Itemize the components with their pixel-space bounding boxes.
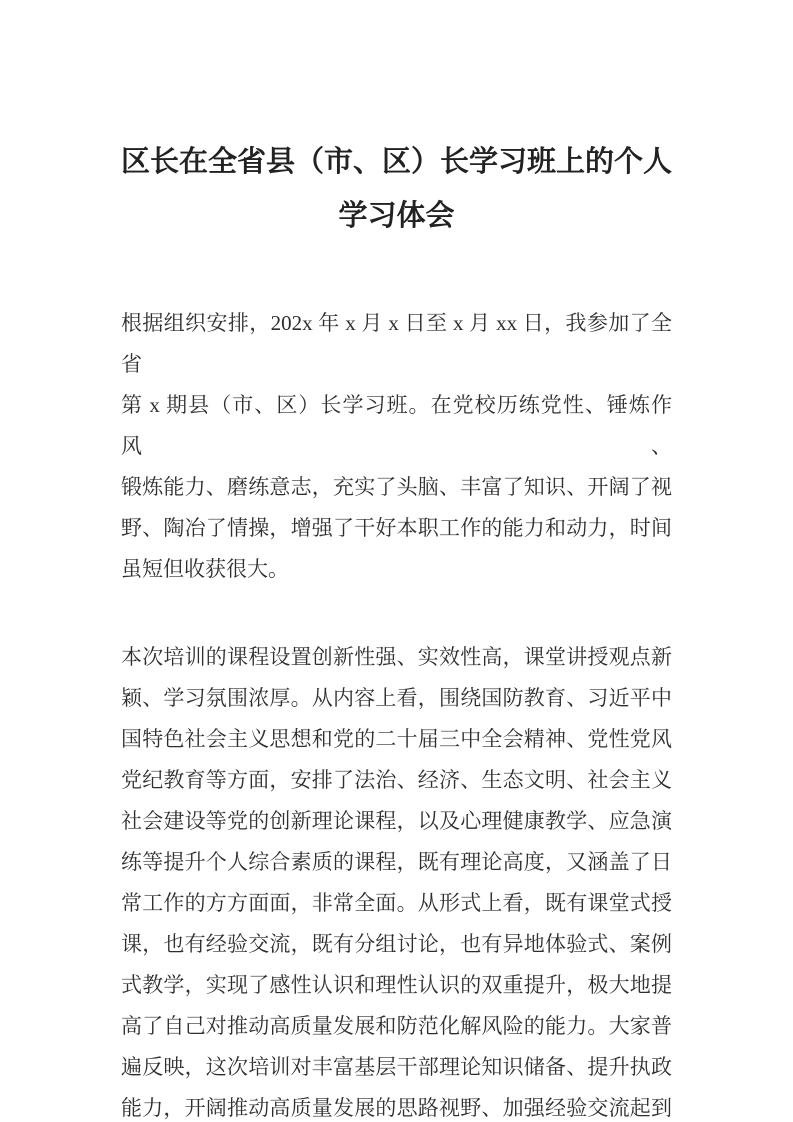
- text-line: 常工作的方方面面，非常全面。从形式上看，既有课堂式授: [121, 891, 672, 916]
- text-line: 锻炼能力、磨练意志，充实了头脑、丰富了知识、开阔了视: [121, 475, 672, 500]
- document-body: [121, 303, 672, 1122]
- paragraph-2: [121, 637, 672, 1122]
- text-line: 课，也有经验交流，既有分组讨论，也有异地体验式、案例: [121, 932, 672, 957]
- text-line: 党纪教育等方面，安排了法治、经济、生态文明、社会主义: [121, 768, 672, 793]
- text-line: 第 x 期县（市、区）长学习班。在党校历练党性、锤炼作风、: [121, 393, 672, 459]
- text-line: 虽短但收获很大。: [121, 557, 289, 582]
- text-line: 社会建设等党的创新理论课程，以及心理健康教学、应急演: [121, 809, 672, 834]
- text-line: 根据组织安排，202x 年 x 月 x 日至 x 月 xx 日，我参加了全省: [121, 311, 672, 377]
- text-line: 国特色社会主义思想和党的二十届三中全会精神、党性党风: [121, 727, 672, 752]
- text-line: 练等提升个人综合素质的课程，既有理论高度，又涵盖了日: [121, 850, 672, 875]
- text-line: 能力，开阔推动高质量发展的思路视野、加强经验交流起到: [121, 1096, 672, 1121]
- text-line: 本次培训的课程设置创新性强、实效性高，课堂讲授观点新: [121, 645, 672, 670]
- text-line: 遍反映，这次培训对丰富基层干部理论知识储备、提升执政: [121, 1055, 672, 1080]
- title-line-1: 区长在全省县（市、区）长学习班上的个人: [121, 146, 673, 179]
- paragraph-1: [121, 303, 672, 590]
- text-line: 野、陶冶了情操，增强了干好本职工作的能力和动力，时间: [121, 516, 672, 541]
- text-line: 高了自己对推动高质量发展和防范化解风险的能力。大家普: [121, 1014, 672, 1039]
- text-line: 式教学，实现了感性认识和理性认识的双重提升，极大地提: [121, 973, 672, 998]
- document-title: [121, 135, 672, 243]
- text-line: 颖、学习氛围浓厚。从内容上看，围绕国防教育、习近平中: [121, 686, 672, 711]
- title-line-2: 学习体会: [338, 200, 455, 233]
